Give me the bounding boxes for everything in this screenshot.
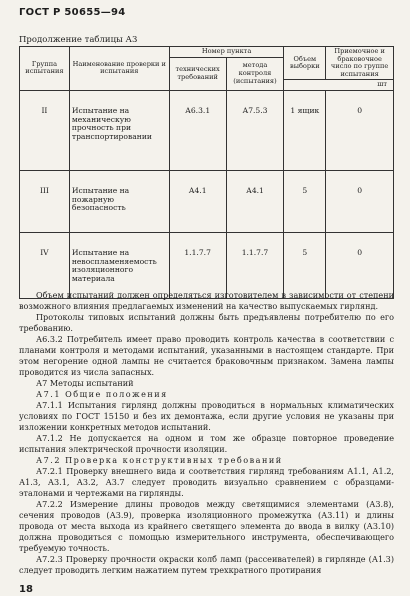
table-caption: Продолжение таблицы А3	[19, 35, 138, 45]
cell-accept: 0	[326, 170, 394, 232]
cell-method: А7.5.3	[226, 90, 284, 170]
cell-group: II	[20, 90, 70, 170]
cell-sample: 1 ящик	[284, 90, 326, 170]
subsection-heading: А7.1 Общие положения	[36, 389, 168, 399]
unit-header: шт	[284, 80, 394, 91]
page-number: 18	[19, 584, 33, 595]
section-heading: А7 Методы испытаний	[36, 378, 134, 388]
cell-accept: 0	[326, 90, 394, 170]
cell-sample: 5	[284, 232, 326, 298]
cell-accept: 0	[326, 232, 394, 298]
col-name-header: Наименование проверки и испытания	[69, 47, 169, 91]
cell-tech: А4.1	[169, 170, 226, 232]
table-row	[20, 90, 394, 170]
paragraph: Объем испытаний должен определяться изготовителем в зависимости от степени возможного влияния предлагаемых изменений на качество выпускаемых гирлянд.	[19, 290, 394, 311]
cell-name: Испытание на невоспламеняемость изоляционного материала	[69, 232, 169, 298]
paragraph: А7.1.2 Не допускается на одном и том же образце повторное проведение испытания электрической прочности изоляции.	[19, 433, 394, 454]
paragraph: А6.3.2 Потребитель имеет право проводить контроль качества в соответствии с планами контроля и методами испытаний, указанными в настоящем стандарте. При этом негорение одной лампы не считается браковочным признаком. Замена лампы проводится из числа запасных.	[19, 334, 394, 377]
table-row	[20, 170, 394, 232]
col-item-no-header: Номер пункта	[169, 47, 284, 58]
cell-name: Испытание на пожарную безопасность	[69, 170, 169, 232]
paragraph: А7.1.1 Испытания гирлянд должны проводиться в нормальных климатических условиях по ГОСТ 15150 и без их демонтажа, если другие условия не указаны при изложении конкретных методов испытаний.	[19, 400, 394, 432]
col-group-header: Группа испытания	[20, 47, 70, 91]
body-text	[19, 290, 394, 576]
cell-method: 1.1.7.7	[226, 232, 284, 298]
cell-tech: 1.1.7.7	[169, 232, 226, 298]
col-method-header: метода контроля (испытания)	[226, 57, 284, 90]
cell-tech: А6.3.1	[169, 90, 226, 170]
subsection-heading: А7.2 Проверка конструктивных требований	[36, 455, 283, 465]
cell-method: А4.1	[226, 170, 284, 232]
cell-group: IV	[20, 232, 70, 298]
paragraph: А7.2.1 Проверку внешнего вида и соответствия гирлянд требованиям А1.1, А1.2, А1.3, А3.1, А3.2, А3.7 следует проводить визуально сравнением с образцами-эталонами и чертежами на гирлянды.	[19, 466, 394, 498]
paragraph: А7.2.2 Измерение длины проводов между светящимися элементами (А3.8), сечения проводов (А3.9), проверка изоляционного промежутка (А3.11) и длины провода от места выхода из крайнего светящего элемента до ввода в вилку (А3.10) должна проводиться с помощью измерительного инструмента, обеспечивающего требуемую точность.	[19, 499, 394, 553]
cell-group: III	[20, 170, 70, 232]
cell-sample: 5	[284, 170, 326, 232]
standard-header: ГОСТ Р 50655—94	[19, 7, 126, 18]
table-row	[20, 232, 394, 298]
col-tech-header: технических требований	[169, 57, 226, 90]
col-sample-header: Объем выборки	[284, 47, 326, 80]
paragraph: Протоколы типовых испытаний должны быть предъявлены потребителю по его требованию.	[19, 312, 394, 333]
table-a3	[19, 46, 394, 299]
paragraph: А7.2.3 Проверку прочности окраски колб ламп (рассеивателей) в гирлянде (А1.3) следует проводить легким нажатием путем трехкратного протирания	[19, 554, 394, 575]
col-accept-header: Приемочное и браковочное число по группе испытания	[326, 47, 394, 80]
cell-name: Испытание на механическую прочность при транспортировании	[69, 90, 169, 170]
